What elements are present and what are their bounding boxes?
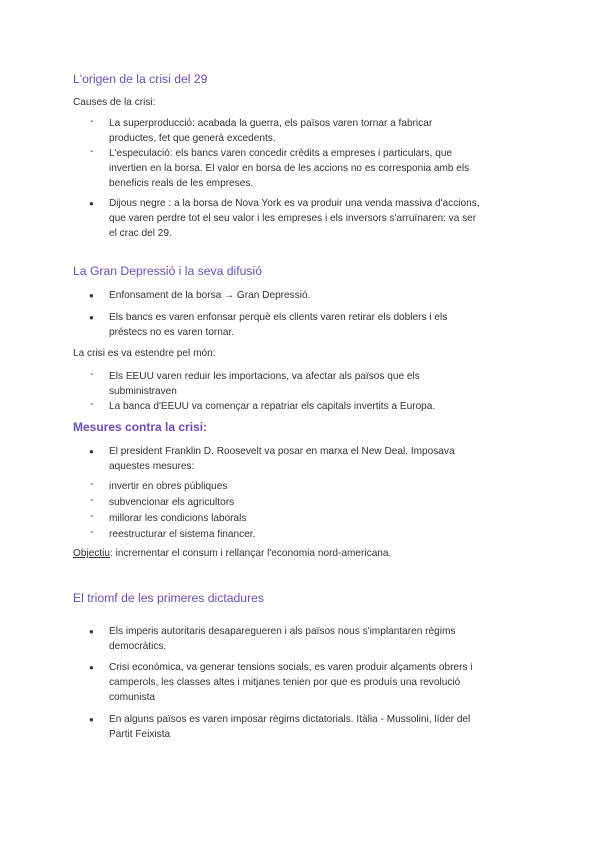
heading-origen: L'origen de la crisi del 29 bbox=[73, 72, 208, 86]
list-item-dijous-negre bbox=[109, 196, 480, 241]
bullet-marker: ● bbox=[89, 199, 94, 208]
list-item-regims-dictatorials bbox=[109, 712, 470, 742]
dash-marker: - bbox=[90, 146, 94, 157]
list-item-line: En alguns països es varen imposar règims dictatorials. Itàlia - Mussolini, líder del bbox=[109, 714, 471, 725]
list-item-line: Dijous negre : a la borsa de Nova York es va produir una venda massiva d'accions, bbox=[109, 198, 480, 209]
heading-dictadures: El triomf de les primeres dictadures bbox=[73, 591, 265, 605]
list-item-condicions-laborals: millorar les condicions laborals bbox=[109, 513, 247, 524]
dash-marker: - bbox=[90, 527, 94, 538]
list-item-line: Enfonsament de la borsa → Gran Depressió. bbox=[109, 290, 311, 301]
list-item-line: democràtics. bbox=[109, 641, 167, 652]
list-item-line: invertien en la borsa. El valor en borsa de les accions no es corresponia amb els bbox=[109, 163, 470, 174]
dash-marker: - bbox=[90, 495, 94, 506]
heading-depressio: La Gran Depressió i la seva difusió bbox=[73, 264, 263, 278]
list-item-line: aquestes mesures: bbox=[109, 461, 195, 472]
list-item-sistema-financer: reestructurar el sistema financer. bbox=[109, 529, 256, 540]
list-item-superproduccio bbox=[109, 116, 432, 146]
list-item-crisi-economica bbox=[109, 660, 473, 705]
dash-marker: - bbox=[90, 479, 94, 490]
list-item-eeuu-importacions bbox=[109, 369, 420, 399]
list-item-roosevelt bbox=[109, 444, 455, 474]
objective-paragraph bbox=[73, 546, 391, 561]
list-item-banca-eeuu bbox=[109, 399, 435, 414]
list-item-agricultors: subvencionar els agricultors bbox=[109, 497, 235, 508]
bullet-marker: ● bbox=[89, 447, 94, 456]
list-item-line: camperols, les classes altes i mitjanes tenien por que es produís una revolució bbox=[109, 677, 461, 688]
dash-marker: - bbox=[90, 399, 94, 410]
list-item-bancs bbox=[109, 310, 447, 340]
causes-intro: Causes de la crisi: bbox=[73, 97, 156, 108]
list-item-line: La banca d'EEUU va començar a repatriar els capitals invertits a Europa. bbox=[109, 401, 436, 412]
bullet-marker: ● bbox=[89, 291, 94, 300]
list-item-line: comunista bbox=[109, 692, 156, 703]
dash-marker: - bbox=[90, 116, 94, 127]
list-item-enfonsament bbox=[109, 288, 310, 303]
dash-marker: - bbox=[90, 369, 94, 380]
list-item-line: subministraven bbox=[109, 386, 177, 397]
list-item-line: La superproducció: acabada la guerra, els països varen tornar a fabricar bbox=[109, 118, 433, 129]
bullet-marker: ● bbox=[89, 715, 94, 724]
bullet-marker: ● bbox=[89, 313, 94, 322]
dash-marker: - bbox=[90, 511, 94, 522]
list-item-imperis bbox=[109, 624, 455, 654]
list-item-line: beneficis reals de les empreses. bbox=[109, 178, 254, 189]
list-item-line: L'especulació: els bancs varen concedir crèdits a empreses i particulars, que bbox=[109, 148, 453, 159]
list-item-line: El president Franklin D. Roosevelt va posar en marxa el New Deal. Imposava bbox=[109, 446, 455, 457]
list-item-line: el crac del 29. bbox=[109, 228, 172, 239]
list-item-line: Crisi econòmica, va generar tensions socials, es varen produir alçaments obrers i bbox=[109, 662, 473, 673]
list-item-obres-publiques: invertir en obres públiques bbox=[109, 481, 228, 492]
objective-label: Objectiu bbox=[73, 548, 111, 559]
bullet-marker: ● bbox=[89, 663, 94, 672]
crisi-difusio-intro: La crisi es va estendre pel món: bbox=[73, 348, 216, 359]
list-item-line: Partit Feixista bbox=[109, 729, 171, 740]
list-item-line: Els bancs es varen enfonsar perquè els clients varen retirar els doblers i els bbox=[109, 312, 448, 323]
list-item-line: Els imperis autoritaris desaparegueren i als països nous s'implantaren règims bbox=[109, 626, 456, 637]
list-item-line: que varen perdre tot el seu valor i les empreses i els inversors s'arruïnaren: va ser bbox=[109, 213, 477, 224]
list-item-especulacio bbox=[109, 146, 469, 191]
objective-text: : incrementar el consum i rellançar l'economia nord-americana. bbox=[110, 548, 392, 559]
bullet-marker: ● bbox=[89, 627, 94, 636]
list-item-line: Els EEUU varen reduir les importacions, va afectar als països que els bbox=[109, 371, 420, 382]
heading-mesures: Mesures contra la crisi: bbox=[73, 420, 208, 434]
list-item-line: productes, fet que generà excedents. bbox=[109, 133, 276, 144]
list-item-line: préstecs no es varen tornar. bbox=[109, 327, 235, 338]
